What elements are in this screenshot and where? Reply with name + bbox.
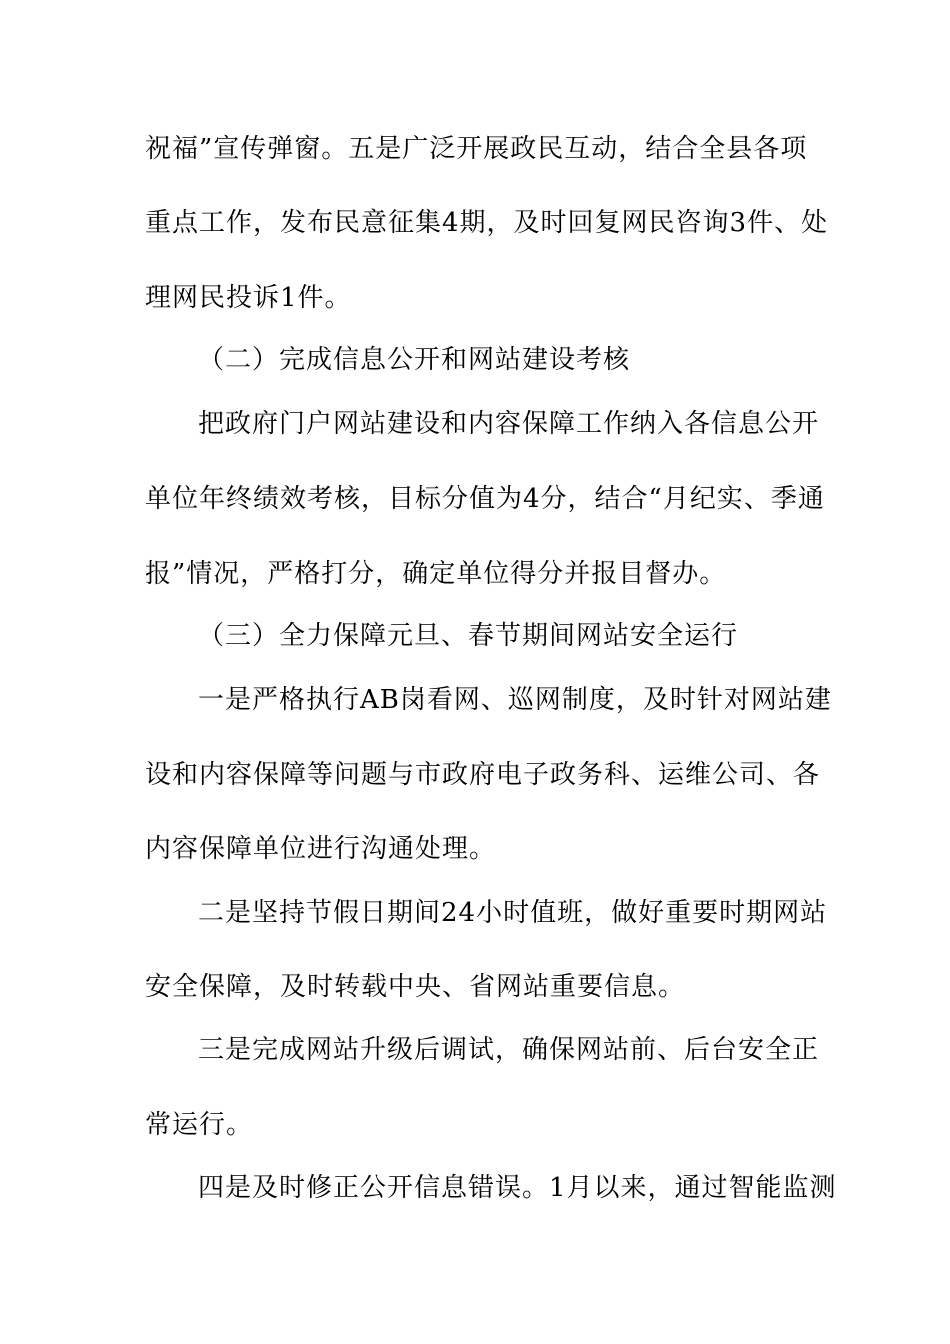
text-line-11: 内容保障单位进行沟通处理。 [145, 834, 497, 864]
text-line-12: 二是坚持节假日期间24小时值班，做好重要时期网站 [198, 898, 828, 928]
section-heading-2: （二）完成信息公开和网站建设考核 [198, 345, 631, 375]
text-line-16: 四是及时修正公开信息错误。1月以来，通过智能监测 [198, 1173, 837, 1203]
text-line-3: 理网民投诉1件。 [145, 283, 352, 313]
text-line-15: 常运行。 [145, 1110, 254, 1140]
text-line-6: 单位年终绩效考核，目标分值为4分，结合“月纪实、季通 [145, 484, 825, 514]
text-line-7: 报”情况，严格打分，确定单位得分并报目督办。 [145, 559, 727, 589]
text-line-9: 一是严格执行AB岗看网、巡网制度，及时针对网站建 [198, 685, 832, 715]
text-line-13: 安全保障，及时转载中央、省网站重要信息。 [145, 972, 686, 1002]
text-line-5: 把政府门户网站建设和内容保障工作纳入各信息公开 [198, 409, 820, 439]
text-line-10: 设和内容保障等问题与市政府电子政务科、运维公司、各 [145, 760, 821, 790]
text-line-14: 三是完成网站升级后调试，确保网站前、后台安全正 [198, 1035, 820, 1065]
text-line-1: 祝福”宣传弹窗。五是广泛开展政民互动，结合全县各项 [145, 134, 808, 164]
text-line-2: 重点工作，发布民意征集4期，及时回复网民咨询3件、处 [145, 208, 829, 238]
section-heading-3: （三）全力保障元旦、春节期间网站安全运行 [198, 621, 739, 651]
